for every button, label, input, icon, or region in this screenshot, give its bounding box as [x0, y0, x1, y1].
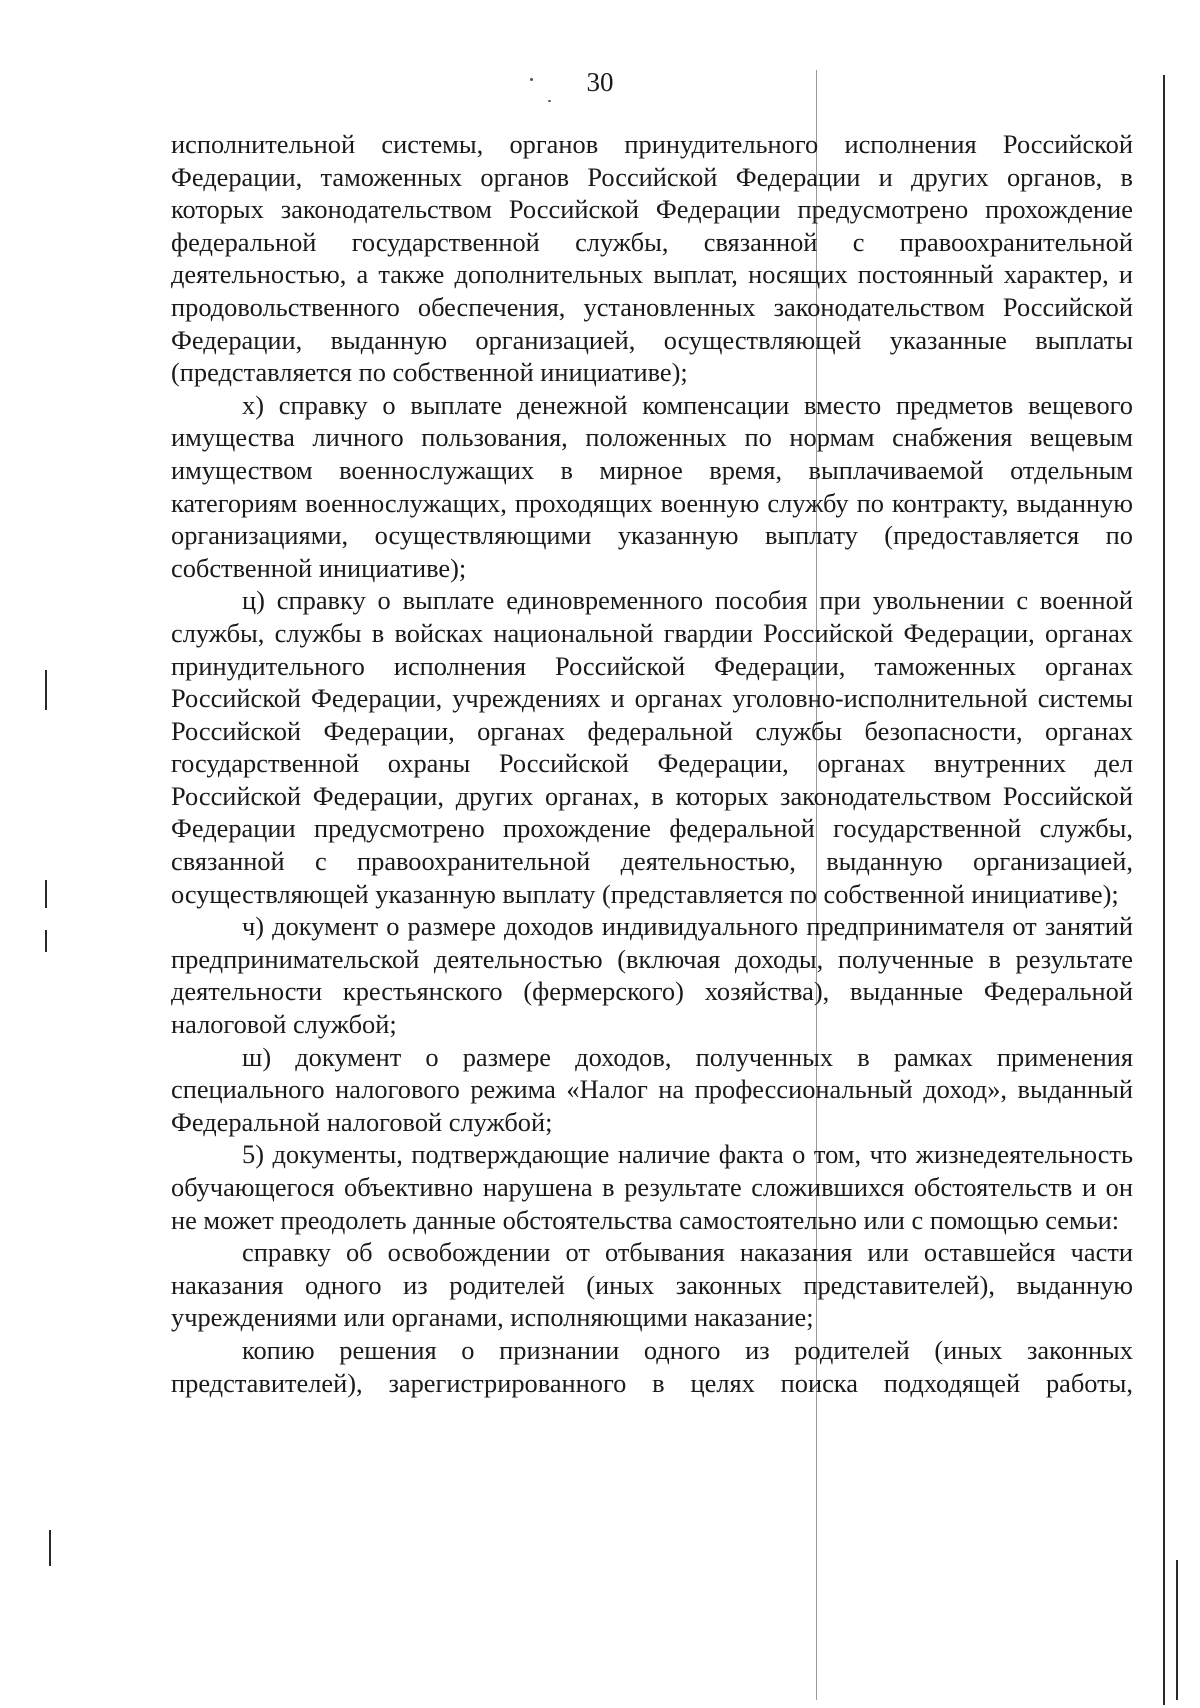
- paragraph: копию решения о признании одного из родителей (иных законных представителей), зарегистрированного в целях поиска подходящей работы,: [171, 1334, 1133, 1398]
- scan-right-edge-line: [1163, 75, 1165, 1705]
- scan-left-mark: [49, 1530, 51, 1566]
- paragraph: ц) справку о выплате единовременного пособия при увольнении с военной службы, службы в войсках национальной гвардии Российской Федерации, органах принудительного исполнения Российской Федерации, таможенных органах Российской Федерации, учреждениях и органах уголовно-исполнительной системы Российской Федерации, органах федеральной службы безопасности, органах государственной охраны Российской Федерации, органах внутренних дел Российской Федерации, других органах, в которых законодательством Российской Федерации предусмотрено прохождение федеральной государственной службы, связанной с правоохранительной деятельностью, выданную организацией, осуществляющей указанную выплату (представляется по собственной инициативе);: [171, 585, 1133, 909]
- scan-left-mark: [45, 930, 47, 952]
- scan-right-edge-line-inner: [1176, 1560, 1178, 1700]
- scan-left-mark: [45, 880, 47, 908]
- paragraph: справку об освобождении от отбывания наказания или оставшейся части наказания одного из родителей (иных законных представителей), выданную учреждениями или органами, исполняющими наказание;: [171, 1237, 1133, 1333]
- paragraph: ч) документ о размере доходов индивидуального предпринимателя от занятий предпринимательской деятельностью (включая доходы, полученные в результате деятельности крестьянского (фермерского) хозяйства), выданные Федеральной налоговой службой;: [171, 911, 1133, 1040]
- scan-left-mark: [45, 670, 47, 710]
- page-number: 30: [586, 67, 614, 97]
- paragraph: ш) документ о размере доходов, полученных в рамках применения специального налогового режима «Налог на профессиональный доход», выданный Федеральной налоговой службой;: [171, 1041, 1133, 1137]
- document-body: [171, 128, 1133, 1399]
- paragraph: 5) документы, подтверждающие наличие факта о том, что жизнедеятельность обучающегося объективно нарушена в результате сложившихся обстоятельств и он не может преодолеть данные обстоятельства самостоятельно или с помощью семьи:: [171, 1139, 1133, 1235]
- paragraph: х) справку о выплате денежной компенсации вместо предметов вещевого имущества личного пользования, положенных по нормам снабжения вещевым имуществом военнослужащих в мирное время, выплачиваемой отдельным категориям военнослужащих, проходящих военную службу по контракту, выданную организациями, осуществляющими указанную выплату (предоставляется по собственной инициативе);: [171, 389, 1133, 583]
- scan-speck: [548, 100, 551, 102]
- paragraph: исполнительной системы, органов принудительного исполнения Российской Федерации, таможенных органов Российской Федерации и других органов, в которых законодательством Российской Федерации предусмотрено прохождение федеральной государственной службы, связанной с правоохранительной деятельностью, а также дополнительных выплат, носящих постоянный характер, и продовольственного обеспечения, установленных законодательством Российской Федерации, выданную организацией, осуществляющей указанные выплаты (представляется по собственной инициативе);: [171, 129, 1133, 388]
